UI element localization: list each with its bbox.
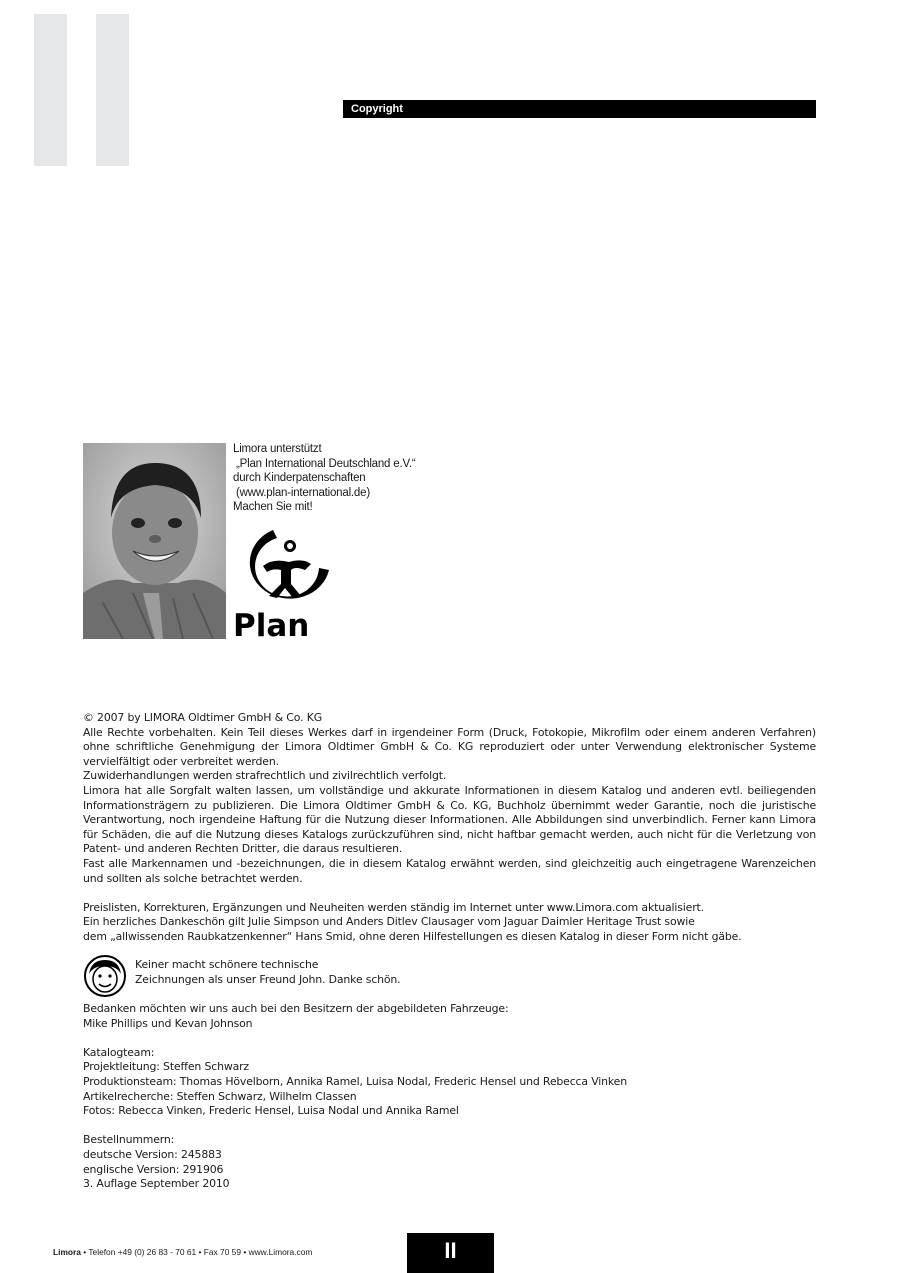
owners-line: Mike Phillips und Kevan Johnson [83, 1016, 253, 1030]
plan-line: durch Kinderpatenschaften [233, 472, 366, 485]
order-line: deutsche Version: 245883 [83, 1147, 222, 1161]
page-number-svg [407, 1233, 494, 1273]
thanks-line: Ein herzliches Dankeschön gilt Julie Simpson und Anders Ditlev Clausager vom Jaguar Daimler Heritage Trust sowie [83, 915, 695, 929]
legal-paragraph: Limora hat alle Sorgfalt walten lassen, um vollständige und akkurate Informationen in diesem Katalog und anderen evtl. beiliegenden Informationsträgern zu publizieren. Die Limora Oldtimer GmbH & Co. KG, Buchholz übernimmt weder Garantie, noch die juristische Verantwortung, noch irgendeine Haftung für die Nutzung dieser Informationen. Alle Abbildungen sind unverbindlich. Ferner kann Limora für Schäden, die auf die Nutzung dieses Katalogs zurückzuführen sind, nicht haftbar gemacht werden, auch nicht für die Verletzung von Patent- und anderen Rechten Dritter, die daraus resultieren. [83, 783, 816, 856]
team-line: Produktionsteam: Thomas Hövelborn, Annika Ramel, Luisa Nodal, Frederic Hensel und Rebecca Vinken [83, 1074, 627, 1088]
plan-line: (www.plan-international.de) [233, 486, 370, 499]
plan-logo-text: Plan [233, 608, 310, 640]
plan-sponsorship-text [233, 442, 533, 515]
plan-line: Limora unterstützt [233, 443, 322, 455]
thanks-line: dem „allwissenden Raubkatzenkenner“ Hans Smid, ohne deren Hilfestellungen es diesen Katalog in dieser Form nicht gäbe. [83, 929, 742, 943]
copyright-line: © 2007 by LIMORA Oldtimer GmbH & Co. KG [83, 711, 322, 724]
child-photo [83, 443, 226, 639]
john-line: Zeichnungen als unser Freund John. Danke schön. [135, 972, 401, 986]
legal-paragraph: Zuwiderhandlungen werden strafrechtlich und zivilrechtlich verfolgt. [83, 769, 447, 783]
spacer [83, 886, 816, 901]
page-number-box [407, 1233, 494, 1273]
spacer [83, 1119, 816, 1134]
thanks-line: Preislisten, Korrekturen, Ergänzungen und Neuheiten werden ständig im Internet unter www.Limora.com aktualisiert. [83, 900, 704, 914]
order-line: Bestellnummern: [83, 1133, 175, 1147]
credits [83, 1002, 816, 1192]
owners-line: Bedanken möchten wir uns auch bei den Besitzern der abgebildeten Fahrzeuge: [83, 1002, 509, 1015]
spacer [83, 1031, 816, 1046]
team-line: Projektleitung: Steffen Schwarz [83, 1060, 249, 1074]
plan-line: Machen Sie mit! [233, 501, 313, 514]
roman-numeral-bar-right [96, 14, 129, 166]
team-line: Artikelrecherche: Steffen Schwarz, Wilhelm Classen [83, 1089, 357, 1103]
legal-paragraph: Alle Rechte vorbehalten. Kein Teil dieses Werkes darf in irgendeiner Form (Druck, Fotokopie, Mikrofilm oder einem anderen Verfahren) ohne schriftliche Genehmigung der Limora Oldtimer GmbH & Co. KG reproduziert oder unter Verwendung elektronischer Systeme vervielfältigt oder verbreitet werden. [83, 725, 816, 768]
team-line: Fotos: Rebecca Vinken, Frederic Hensel, Luisa Nodal und Annika Ramel [83, 1104, 459, 1118]
john-line: Keiner macht schönere technische [135, 958, 319, 971]
john-thanks [135, 958, 401, 987]
footer-contact-details: • Telefon +49 (0) 26 83 - 70 61 • Fax 70 59 • www.Limora.com [80, 1247, 313, 1257]
legal-paragraph: Fast alle Markennamen und -bezeichnungen, die in diesem Katalog erwähnt werden, sind gleichzeitig auch eingetragene Warenzeichen und sollten als solche betrachtet werden. [83, 856, 816, 885]
footer-brand: Limora [53, 1247, 81, 1257]
page-number: II [444, 1238, 457, 1263]
john-portrait-icon [83, 954, 128, 998]
plan-line: „Plan International Deutschland e.V.“ [233, 457, 416, 470]
order-line: 3. Auflage September 2010 [83, 1177, 230, 1191]
roman-numeral-bar-left [34, 14, 67, 166]
footer-contact [53, 1247, 312, 1257]
section-header: Copyright [343, 100, 816, 118]
legal-notice [83, 711, 816, 945]
team-line: Katalogteam: [83, 1045, 155, 1059]
plan-logo [233, 522, 335, 640]
order-line: englische Version: 291906 [83, 1162, 224, 1176]
